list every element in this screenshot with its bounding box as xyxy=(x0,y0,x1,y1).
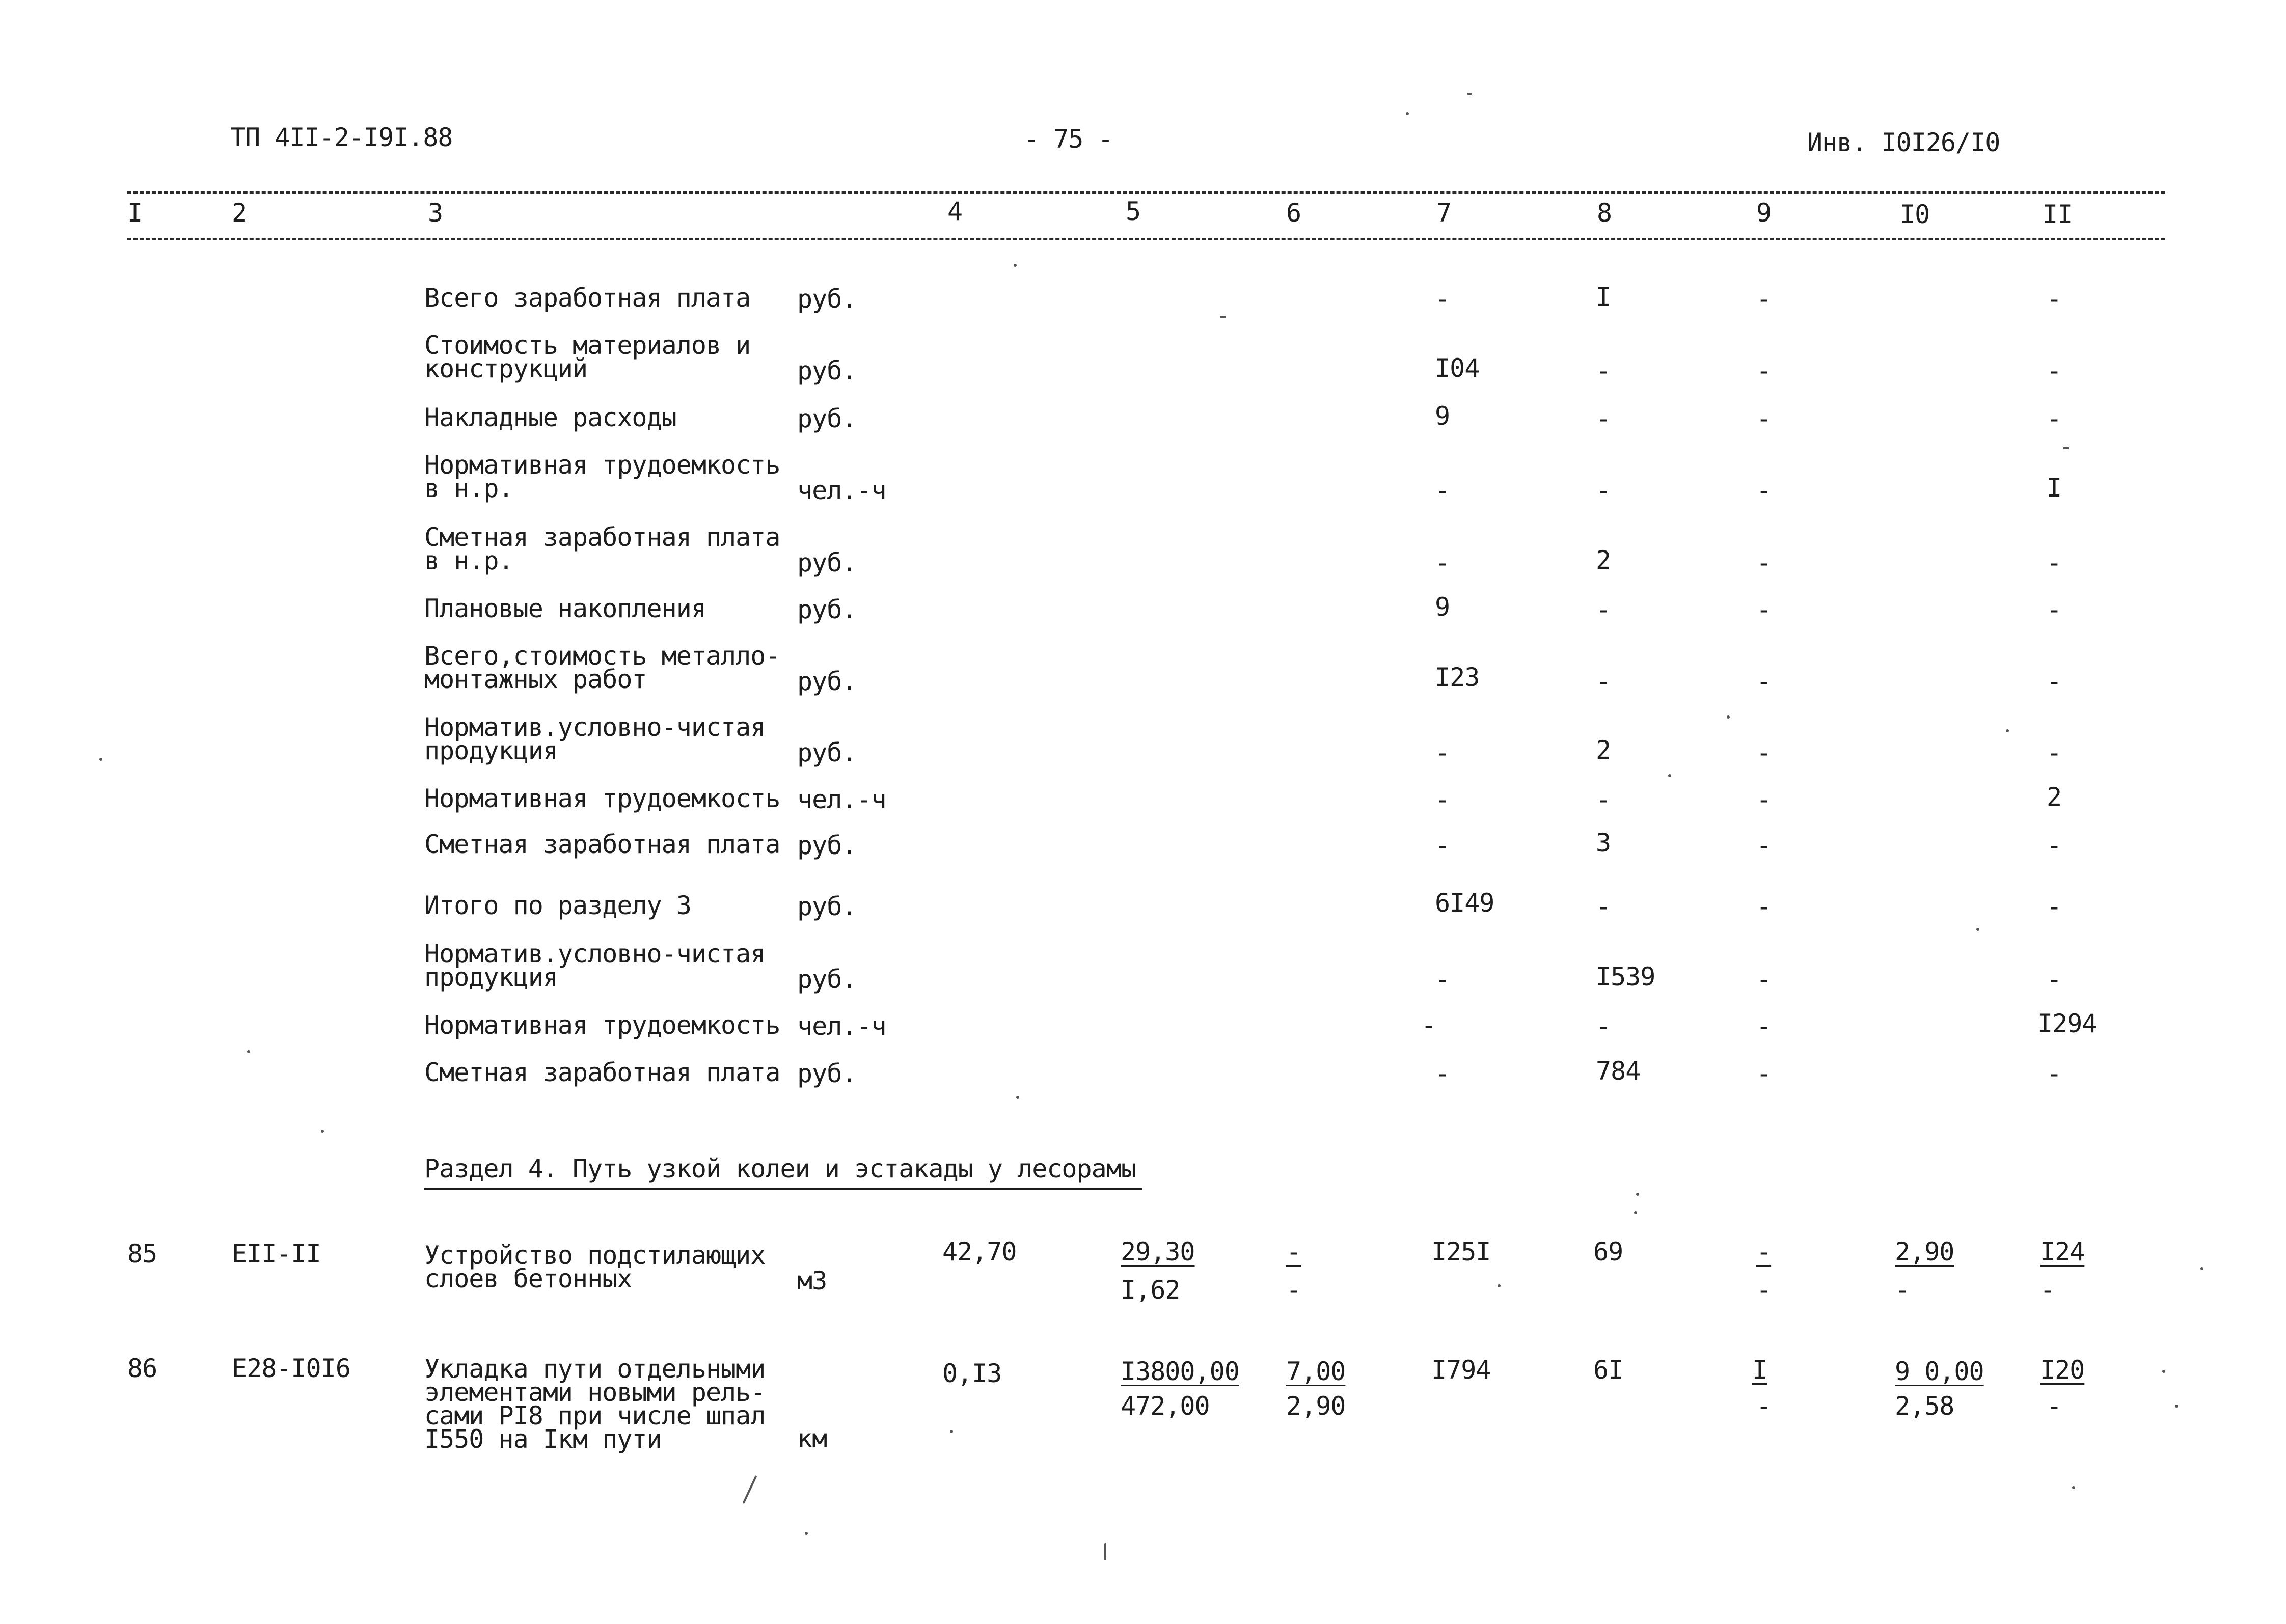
speck xyxy=(321,1130,324,1133)
speck xyxy=(1727,715,1730,719)
item-col10-bottom: 2,58 xyxy=(1895,1391,1954,1421)
item-col9-bottom: - xyxy=(1756,1275,1772,1305)
summary-col8: 784 xyxy=(1596,1056,1641,1086)
header-rule-bottom xyxy=(127,238,2165,240)
summary-col11: - xyxy=(2047,892,2062,921)
item-col6-top: 7,00 xyxy=(1286,1357,1346,1386)
item-quantity: 42,70 xyxy=(942,1237,1017,1267)
summary-col9: - xyxy=(1756,667,1772,696)
summary-col9: - xyxy=(1756,476,1772,505)
speck xyxy=(743,1475,757,1504)
doc-code: ТП 4II-2-I9I.88 xyxy=(230,123,453,152)
summary-label: Норматив.условно-чистая продукция xyxy=(424,939,766,992)
summary-col7: I04 xyxy=(1435,353,1480,383)
item-col9-top: I xyxy=(1752,1355,1767,1385)
item-unit: км xyxy=(797,1424,827,1453)
speck xyxy=(2072,1486,2075,1489)
item-description: Устройство подстилающих слоев бетонных xyxy=(424,1241,766,1293)
summary-label: Сметная заработная плата xyxy=(424,1058,780,1087)
summary-unit: руб. xyxy=(797,356,857,386)
summary-col8: 2 xyxy=(1596,545,1611,575)
item-col9-bottom: - xyxy=(1756,1391,1772,1421)
speck xyxy=(1668,774,1671,777)
item-col11-top: I20 xyxy=(2040,1355,2085,1385)
summary-col7: 6I49 xyxy=(1435,888,1494,918)
summary-col9: - xyxy=(1756,284,1772,314)
col-header-10: I0 xyxy=(1900,200,1930,229)
summary-col9: - xyxy=(1756,356,1772,386)
summary-col9: - xyxy=(1756,965,1772,994)
summary-col7: - xyxy=(1421,1010,1436,1040)
item-col10-top: 2,90 xyxy=(1895,1237,1954,1267)
speck xyxy=(1104,1543,1106,1560)
summary-col9: - xyxy=(1756,548,1772,577)
summary-unit: руб. xyxy=(797,831,857,860)
section-title: Раздел 4. Путь узкой колеи и эстакады у лесорамы xyxy=(424,1154,1136,1183)
speck xyxy=(1467,93,1472,95)
summary-col8: - xyxy=(1596,785,1611,814)
item-code: E28-I0I6 xyxy=(232,1354,350,1383)
summary-col11: - xyxy=(2047,831,2062,860)
summary-label: Плановые накопления xyxy=(424,594,706,623)
col-header-8: 8 xyxy=(1597,198,1612,228)
summary-unit: руб. xyxy=(797,404,857,433)
item-code: EII-II xyxy=(232,1239,321,1269)
speck xyxy=(2063,447,2069,449)
summary-col7: - xyxy=(1435,284,1450,314)
summary-col8: - xyxy=(1596,1011,1611,1041)
summary-col11: - xyxy=(2047,738,2062,767)
item-col5-bottom: I,62 xyxy=(1121,1275,1180,1305)
summary-col9: - xyxy=(1756,1059,1772,1088)
item-quantity: 0,I3 xyxy=(942,1359,1002,1388)
summary-col8: 2 xyxy=(1596,735,1611,765)
item-description: Укладка пути отдельными элементами новыми рель- сами PI8 при числе шпал I550 на Iкм пути xyxy=(424,1354,766,1454)
summary-col9: - xyxy=(1756,785,1772,814)
summary-unit: чел.-ч xyxy=(797,476,886,505)
summary-col8: - xyxy=(1596,892,1611,921)
speck xyxy=(2006,729,2009,732)
summary-col11: - xyxy=(2047,404,2062,433)
speck xyxy=(1976,928,1979,931)
speck xyxy=(1636,1193,1639,1196)
speck xyxy=(1016,1096,1019,1099)
section-title-underline xyxy=(424,1188,1142,1190)
speck xyxy=(99,758,102,761)
summary-label: Накладные расходы xyxy=(424,403,676,432)
summary-col11: I294 xyxy=(2037,1009,2097,1038)
speck xyxy=(2175,1405,2178,1408)
col-header-2: 2 xyxy=(232,198,247,228)
speck xyxy=(2162,1370,2165,1373)
summary-unit: руб. xyxy=(797,667,857,696)
summary-col8: 3 xyxy=(1596,828,1611,858)
item-col7: I794 xyxy=(1431,1355,1491,1385)
summary-col11: - xyxy=(2047,965,2062,994)
item-col11-top: I24 xyxy=(2040,1237,2085,1267)
item-col11-bottom: - xyxy=(2047,1391,2062,1421)
speck xyxy=(1014,264,1017,267)
item-col6-bottom: 2,90 xyxy=(1286,1391,1346,1421)
item-col5-bottom: 472,00 xyxy=(1121,1391,1210,1421)
summary-label: Норматив.условно-чистая продукция xyxy=(424,712,766,765)
summary-col7: - xyxy=(1435,738,1450,767)
summary-unit: руб. xyxy=(797,595,857,624)
page-number: - 75 - xyxy=(1024,124,1113,154)
summary-col8: - xyxy=(1596,404,1611,433)
summary-label: Сметная заработная плата в н.р. xyxy=(424,522,780,575)
summary-col7: - xyxy=(1435,476,1450,505)
inventory-number: Инв. I0I26/I0 xyxy=(1807,128,2000,157)
speck xyxy=(1634,1211,1637,1214)
col-header-1: I xyxy=(127,198,143,228)
summary-col7: 9 xyxy=(1435,401,1450,431)
header-rule-top xyxy=(127,191,2165,194)
item-col7: I25I xyxy=(1431,1237,1491,1267)
summary-unit: руб. xyxy=(797,548,857,577)
summary-unit: руб. xyxy=(797,1059,857,1088)
item-col9-top: - xyxy=(1756,1237,1772,1267)
col-header-9: 9 xyxy=(1756,198,1772,228)
col-header-6: 6 xyxy=(1286,198,1301,228)
summary-col11: I xyxy=(2047,473,2062,503)
item-col8: 69 xyxy=(1593,1237,1623,1267)
summary-col9: - xyxy=(1756,738,1772,767)
summary-unit: чел.-ч xyxy=(797,785,886,814)
item-number: 85 xyxy=(127,1239,157,1269)
summary-col8: - xyxy=(1596,356,1611,386)
col-header-4: 4 xyxy=(947,197,963,226)
summary-col8: I xyxy=(1596,282,1611,312)
summary-col11: - xyxy=(2047,595,2062,624)
summary-label: Нормативная трудоемкость xyxy=(424,784,780,813)
summary-col9: - xyxy=(1756,404,1772,433)
summary-col11: - xyxy=(2047,356,2062,386)
summary-col8: - xyxy=(1596,595,1611,624)
item-col10-bottom: - xyxy=(1895,1275,1910,1305)
summary-unit: руб. xyxy=(797,965,857,994)
summary-unit: руб. xyxy=(797,284,857,314)
summary-col11: - xyxy=(2047,667,2062,696)
summary-col7: I23 xyxy=(1435,663,1480,692)
summary-label: Всего заработная плата xyxy=(424,283,751,313)
item-col8: 6I xyxy=(1593,1355,1623,1385)
speck xyxy=(805,1532,808,1535)
summary-col7: - xyxy=(1435,548,1450,577)
col-header-11: II xyxy=(2043,200,2073,229)
summary-unit: руб. xyxy=(797,738,857,767)
col-header-5: 5 xyxy=(1126,197,1141,226)
summary-col11: - xyxy=(2047,1059,2062,1088)
item-col5-top: I3800,00 xyxy=(1121,1357,1239,1386)
summary-label: Нормативная трудоемкость xyxy=(424,1010,780,1040)
summary-label: Стоимость материалов и конструкций xyxy=(424,331,751,383)
summary-label: Нормативная трудоемкость в н.р. xyxy=(424,450,780,503)
item-col6-bottom: - xyxy=(1286,1275,1301,1305)
speck xyxy=(1406,112,1409,115)
summary-col9: - xyxy=(1756,831,1772,860)
summary-col8: - xyxy=(1596,667,1611,696)
summary-label: Итого по разделу 3 xyxy=(424,891,691,920)
speck xyxy=(950,1430,953,1433)
item-col5-top: 29,30 xyxy=(1121,1237,1195,1267)
summary-col7: - xyxy=(1435,965,1450,994)
summary-col8: I539 xyxy=(1596,962,1655,992)
summary-label: Сметная заработная плата xyxy=(424,830,780,859)
summary-col7: - xyxy=(1435,831,1450,860)
summary-unit: чел.-ч xyxy=(797,1011,886,1041)
summary-col11: - xyxy=(2047,284,2062,314)
summary-col7: - xyxy=(1435,785,1450,814)
item-col11-bottom: - xyxy=(2040,1275,2055,1305)
item-col6-top: - xyxy=(1286,1237,1301,1267)
item-unit: м3 xyxy=(797,1266,827,1296)
speck xyxy=(1498,1284,1501,1287)
summary-col9: - xyxy=(1756,595,1772,624)
summary-col7: 9 xyxy=(1435,592,1450,622)
summary-col9: - xyxy=(1756,892,1772,921)
col-header-7: 7 xyxy=(1436,198,1452,228)
summary-unit: руб. xyxy=(797,892,857,921)
summary-label: Всего,стоимость металло- монтажных работ xyxy=(424,641,780,694)
summary-col9: - xyxy=(1756,1011,1772,1041)
speck xyxy=(247,1050,250,1053)
summary-col11: 2 xyxy=(2047,782,2062,812)
speck xyxy=(2200,1267,2203,1270)
item-col10-top: 9 0,00 xyxy=(1895,1357,1984,1386)
speck xyxy=(1220,316,1226,318)
summary-col11: - xyxy=(2047,548,2062,577)
item-number: 86 xyxy=(127,1354,157,1383)
col-header-3: 3 xyxy=(428,198,443,228)
summary-col7: - xyxy=(1435,1059,1450,1088)
summary-col8: - xyxy=(1596,476,1611,505)
